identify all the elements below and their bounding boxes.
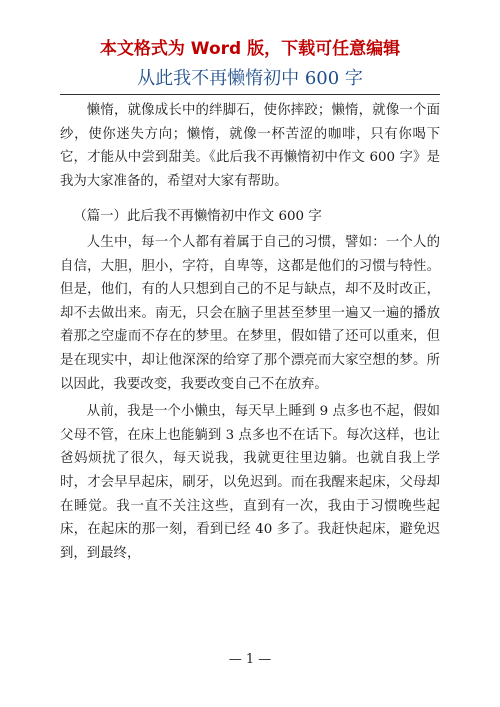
page-number: — 1 — [228, 652, 272, 667]
body-paragraph-1: 人生中，每一个人都有着属于自己的习惯，譬如：一个人的自信，大胆，胆小，字符，自卑等，这都是他们的习惯与特性。但是，他们，有的人只想到自己的不足与缺点，却不及时改正，却不去做出来。南无，只会在脑子里甚至梦里一遍又一遍的播放着那之空虚而不存在的梦里。在梦里，假如错了还可以重来，但是在现实中，却让他深深的给穿了那个漂亮而大家空想的梦。所以因此，我要改变，我要改变自己不在放弃。 [60, 234, 440, 392]
download-banner: 本文格式为 Word 版，下载可任意编辑 [99, 39, 401, 59]
title-divider [60, 94, 440, 95]
document-title: 从此我不再懒惰初中 600 字 [137, 68, 363, 89]
document-body [60, 99, 440, 565]
intro-paragraph: 懒惰，就像成长中的绊脚石，使你摔跤；懒惰，就像一个面纱，使你迷失方向；懒惰，就像一杯苦涩的咖啡，只有你喝下它，才能从中尝到甜美。《此后我不再懒惰初中作文 600 字》是我为大家准备的，希望对大家有帮助。 [60, 103, 440, 189]
section-heading: （篇一）此后我不再懒惰初中作文 600 字 [73, 209, 322, 225]
body-paragraph-2: 从前，我是一个小懒虫，每天早上睡到 9 点多也不起，假如父母不管，在床上也能躺到 3 点多也不在话下。每次这样，也让爸妈烦扰了很久，每天说我，我就更往里边躺。也就自我上学时，才会早早起床，刷牙，以免迟到。而在我醒来起床，父母却在睡觉。我一直不关注这些，直到有一次，我由于习惯晚些起床，在起床的那一刻，看到已经 40 多了。我赶快起床，避免迟到，到最终， [60, 404, 440, 561]
